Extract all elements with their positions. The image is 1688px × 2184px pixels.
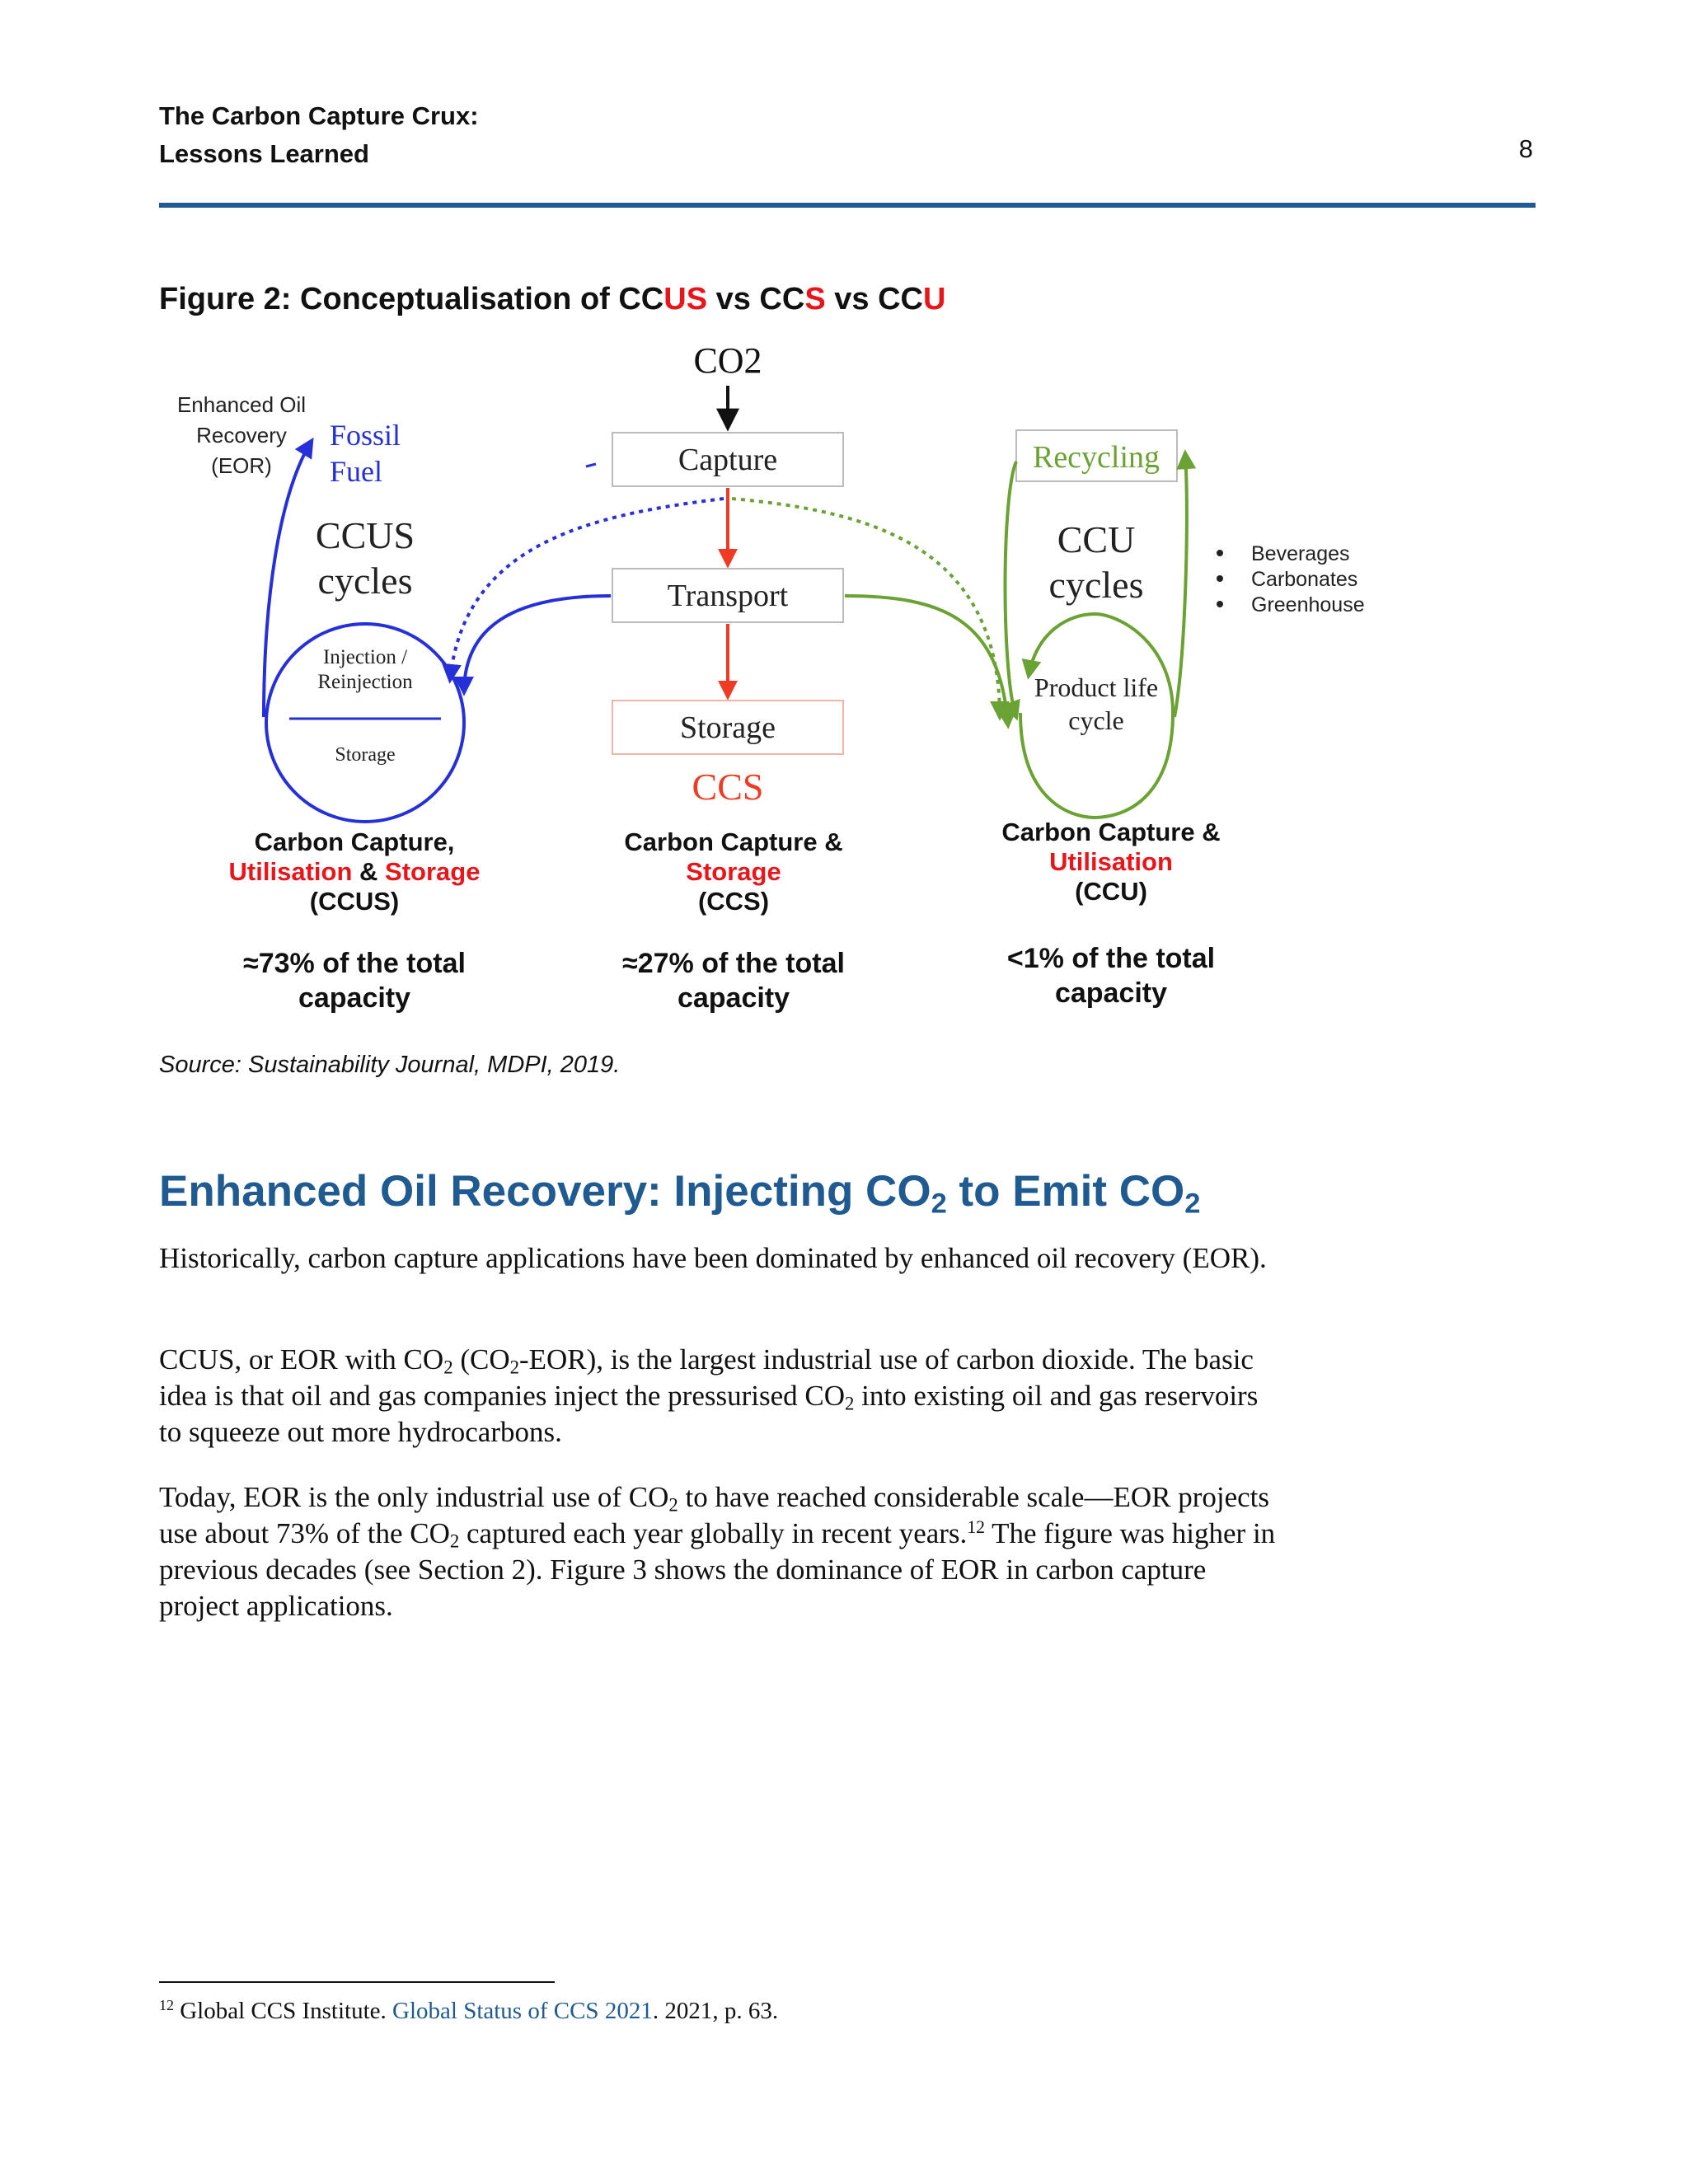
section-title-b: to Emit CO — [946, 1167, 1185, 1216]
footnote-rule — [159, 1981, 555, 1983]
ccs-caption-storage: Storage — [686, 857, 781, 886]
storage-label: Storage — [679, 710, 776, 745]
bullet-greenhouse: Greenhouse — [1251, 593, 1365, 616]
fossil-fuel-line2: Fuel — [330, 455, 383, 488]
bullet-beverages: Beverages — [1251, 542, 1350, 565]
ccu-cycles-line1: CCU — [1057, 518, 1136, 560]
ccus-cycles-line2: cycles — [317, 560, 413, 602]
footnote-number: 12 — [159, 1997, 174, 2014]
p3-part-a: Today, EOR is the only industrial use of CO — [159, 1481, 669, 1513]
footnote-link-global-status[interactable]: Global Status of CCS 2021 — [392, 1998, 653, 2024]
section-title — [159, 1166, 1201, 1220]
ccus-caption-line1: Carbon Capture, — [254, 827, 455, 856]
paragraph-1: Historically, carbon capture applications have been dominated by enhanced oil recovery (EOR). — [159, 1242, 1267, 1274]
ccus-caption — [229, 827, 481, 1014]
ccu-caption — [1001, 818, 1220, 1009]
ccu-caption-utilisation: Utilisation — [1049, 847, 1173, 876]
svg-text:Utilisation & Storage — [229, 857, 481, 886]
ccus-share-line1: ≈73% of the total — [243, 948, 466, 979]
header-title-line2: Lessons Learned — [159, 139, 369, 168]
p2-sub: 2 — [845, 1393, 855, 1414]
ccs-caption-abbr: (CCS) — [697, 887, 770, 916]
injection-line1: Injection / — [322, 646, 408, 668]
p2-part-b: (CO — [452, 1343, 510, 1376]
p3-part-b: to have reached considerable scale—EOR projects use about 73% of the CO — [159, 1481, 1269, 1549]
figure-title-s: S — [804, 282, 826, 316]
co2-label: CO2 — [693, 340, 762, 381]
ccus-caption-abbr: (CCUS) — [309, 887, 400, 916]
bullet-dot — [1217, 601, 1223, 607]
bullet-dot — [1217, 550, 1223, 556]
recycling-left-arrow — [1006, 462, 1017, 717]
eor-arrow — [264, 441, 312, 717]
paragraph-2 — [159, 1342, 1280, 1451]
p2-part-d: into existing oil and gas reservoirs to squeeze out more hydrocarbons. — [159, 1380, 1259, 1448]
p3-sub: 2 — [668, 1494, 678, 1516]
ccs-caption-line1: Carbon Capture & — [624, 827, 843, 856]
ccus-caption-amp: & — [352, 857, 386, 886]
footnote-text-b: . 2021, p. 63. — [652, 1998, 779, 2024]
section-title-sub1: 2 — [931, 1188, 947, 1220]
ccs-label: CCS — [692, 766, 764, 808]
p2-sub: 2 — [509, 1357, 519, 1378]
ccu-cycles-line2: cycles — [1048, 564, 1144, 606]
transport-to-ccu-arrow — [845, 596, 1008, 725]
section-title-a: Enhanced Oil Recovery: Injecting CO — [159, 1167, 931, 1216]
footnote-12 — [159, 1998, 778, 2025]
page-number: 8 — [1518, 134, 1533, 163]
bullet-dot — [1217, 575, 1223, 582]
storage-small-label: Storage — [335, 744, 396, 766]
ccus-cycles-line1: CCUS — [315, 514, 415, 556]
ccs-caption — [622, 827, 845, 1014]
product-life-line2: cycle — [1068, 705, 1124, 735]
recycling-right-arrow — [1175, 453, 1187, 717]
bullet-carbonates: Carbonates — [1251, 568, 1358, 591]
eor-label-line1: Enhanced Oil — [176, 392, 307, 417]
capture-left-tick — [586, 464, 596, 466]
p2-part-c: -EOR), is the largest industrial use of carbon dioxide. The basic idea is that oil and gas companies inject the pressurised CO — [159, 1343, 1254, 1412]
ccu-share-line1: <1% of the total — [1006, 943, 1216, 974]
section-title-sub2: 2 — [1184, 1188, 1201, 1220]
figure-title — [159, 282, 945, 317]
ccs-share-line1: ≈27% of the total — [622, 948, 845, 979]
paragraph-3 — [159, 1479, 1280, 1624]
transport-label: Transport — [667, 579, 789, 613]
figure-title-us: US — [663, 282, 708, 316]
footnote-text-a: Global CCS Institute. — [173, 1998, 393, 2024]
injection-line2: Reinjection — [317, 671, 413, 693]
eor-label-line2: Recovery — [196, 423, 287, 448]
ccu-caption-abbr: (CCU) — [1075, 877, 1147, 906]
p3-sub: 2 — [449, 1530, 460, 1552]
ccus-caption-storage: Storage — [385, 857, 481, 886]
header-title-line1: The Carbon Capture Crux: — [159, 101, 479, 130]
ccus-share-line2: capacity — [298, 982, 411, 1014]
fossil-fuel-line1: Fossil — [330, 419, 401, 452]
figure-title-vs2: vs CC — [825, 282, 923, 316]
ccus-caption-utilisation: Utilisation — [228, 857, 353, 886]
figure-title-vs1: vs CC — [707, 282, 805, 316]
figure-title-u: U — [922, 282, 946, 316]
ccs-share-line2: capacity — [677, 982, 790, 1014]
product-life-line1: Product life — [1034, 673, 1159, 702]
figure-title-prefix: Figure 2: Conceptualisation of CC — [159, 282, 664, 316]
ccu-caption-line1: Carbon Capture & — [1001, 818, 1221, 846]
transport-to-ccus-arrow — [464, 596, 611, 692]
ccu-share-line2: capacity — [1054, 977, 1168, 1009]
capture-label: Capture — [678, 443, 778, 477]
eor-label-line3: (EOR) — [211, 453, 272, 478]
figure-source: Source: Sustainability Journal, MDPI, 2019. — [159, 1052, 621, 1078]
p2-sub: 2 — [443, 1357, 453, 1378]
p2-part-a: CCUS, or EOR with CO — [159, 1343, 444, 1376]
document-header-title — [159, 97, 479, 173]
recycling-label: Recycling — [1032, 440, 1160, 475]
ccus-ccs-ccu-diagram — [159, 330, 1428, 1047]
footnote-ref-12[interactable]: 12 — [967, 1517, 985, 1538]
header-rule — [159, 203, 1536, 208]
p3-part-d: The figure was higher in previous decades (see Section 2). Figure 3 shows the dominance of EOR in carbon capture project applications. — [159, 1517, 1276, 1622]
ccu-uses-list — [1217, 542, 1365, 616]
p3-part-c: captured each year globally in recent years. — [459, 1517, 968, 1549]
